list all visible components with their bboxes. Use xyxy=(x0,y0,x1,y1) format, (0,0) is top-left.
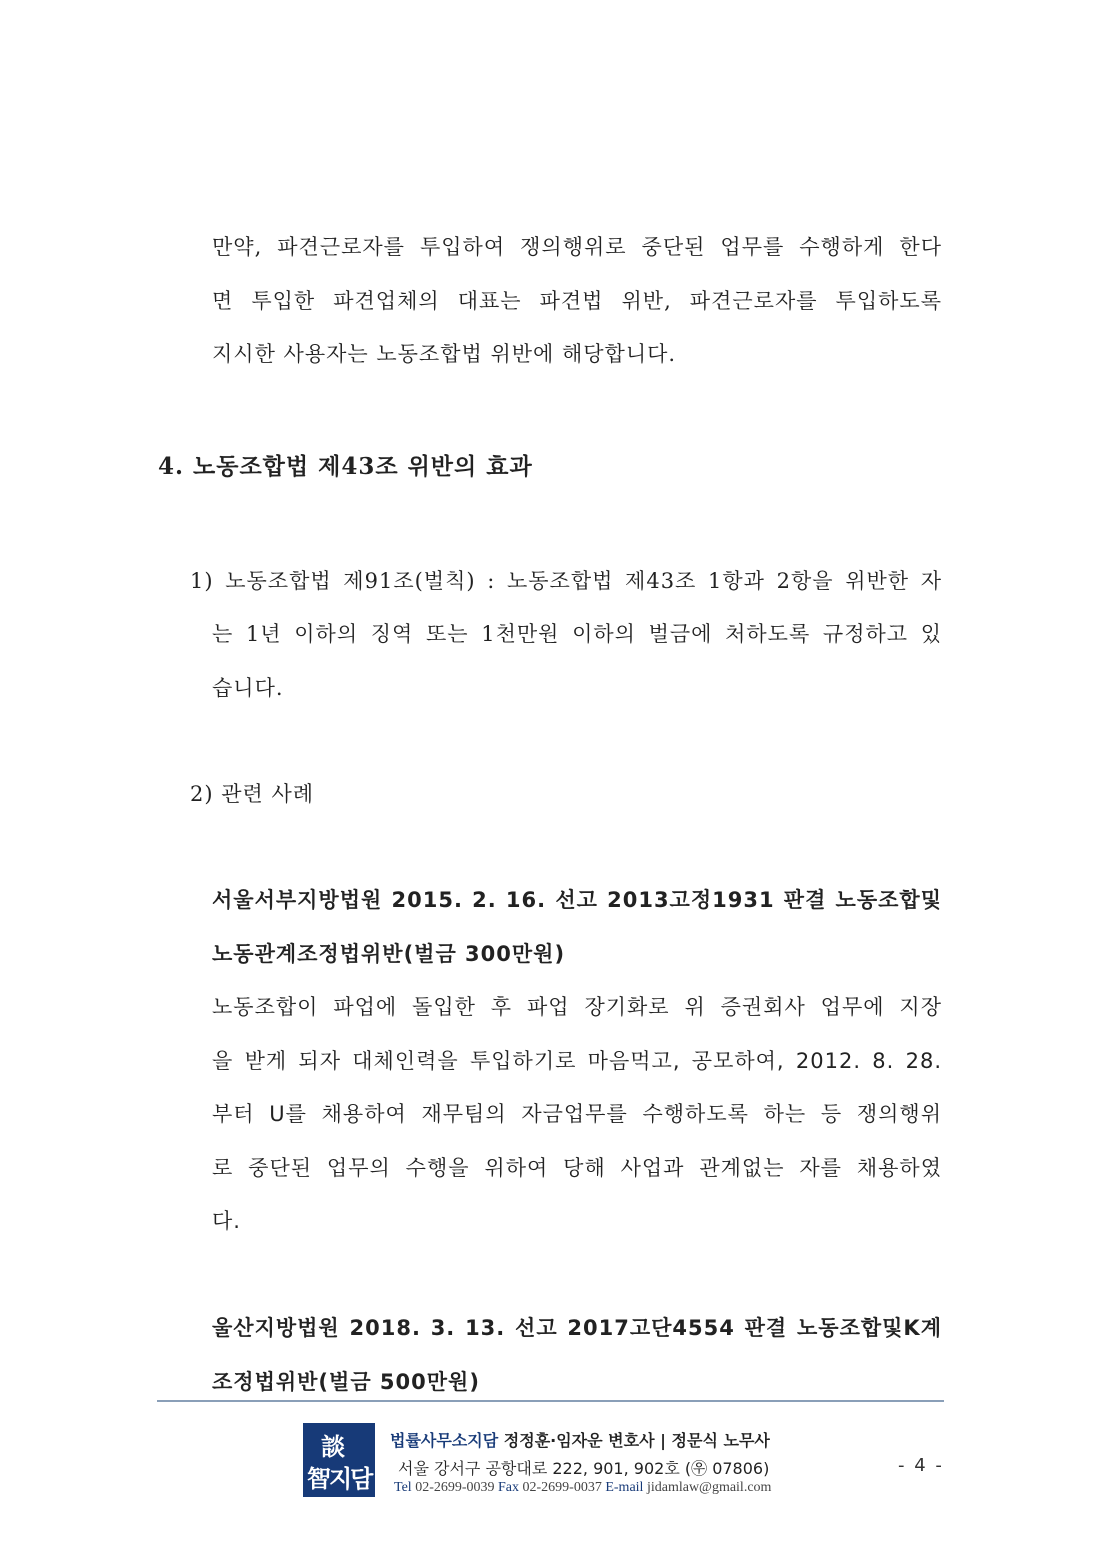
firm-logo xyxy=(303,1423,375,1497)
case1-body-line: 노동조합이 파업에 돌입한 후 파업 장기화로 위 증권회사 업무에 지장 xyxy=(212,995,942,1019)
email-label: E-mail xyxy=(605,1480,644,1495)
fax-number: 02-2699-0037 xyxy=(522,1480,602,1495)
item1-line: 는 1년 이하의 징역 또는 1천만원 이하의 벌금에 처하도록 규정하고 있 xyxy=(212,622,942,646)
case1-body-line: 을 받게 되자 대체인력을 투입하기로 마음먹고, 공모하여, 2012. 8. 28. xyxy=(212,1048,942,1073)
case1-body-line: 다. xyxy=(212,1209,241,1233)
page-number: - 4 - xyxy=(898,1455,944,1476)
firm-name: 법률사무소지담 xyxy=(390,1431,499,1450)
labor-attorney: 정문식 노무사 xyxy=(671,1431,770,1450)
item2-label: 2) 관련 사례 xyxy=(190,782,315,806)
case1-title xyxy=(212,874,942,981)
section-heading: 4. 노동조합법 제43조 위반의 효과 xyxy=(158,453,533,480)
footer-contact xyxy=(394,1480,771,1496)
logo-bottom-glyph: 智지담 xyxy=(307,1464,372,1493)
footer-address: 서울 강서구 공항대로 222, 901, 902호 (㉾ 07806) xyxy=(398,1459,770,1478)
item1-paragraph xyxy=(190,555,942,609)
case1-body xyxy=(212,981,942,1249)
case2-title-line: 울산지방법원 2018. 3. 13. 선고 2017고단4554 판결 노동조합및K계 xyxy=(212,1316,942,1340)
lawyers: 정정훈·임자운 변호사 xyxy=(503,1431,655,1450)
case2-title xyxy=(212,1302,942,1409)
item1-line: 1) 노동조합법 제91조(벌칙) : 노동조합법 제43조 1항과 2항을 위반한 자 xyxy=(190,569,942,593)
intro-paragraph xyxy=(212,221,942,382)
logo-top-glyph: 談 xyxy=(321,1432,345,1461)
intro-line: 지시한 사용자는 노동조합법 위반에 해당합니다. xyxy=(212,342,677,366)
footer-separator: | xyxy=(660,1431,666,1450)
item1-line: 습니다. xyxy=(212,675,284,700)
case1-body-line: 부터 U를 채용하여 재무팀의 자금업무를 수행하도록 하는 등 쟁의행위 xyxy=(212,1102,942,1126)
email-address[interactable]: jidamlaw@gmail.com xyxy=(646,1480,772,1495)
footer-firm-line xyxy=(390,1428,770,1451)
item1-continuation xyxy=(212,608,942,715)
intro-line: 만약, 파견근로자를 투입하여 쟁의행위로 중단된 업무를 수행하게 한다 xyxy=(212,235,942,259)
case1-title-line: 노동관계조정법위반(벌금 300만원) xyxy=(212,941,566,966)
case1-body-line: 로 중단된 업무의 수행을 위하여 당해 사업과 관계없는 자를 채용하였 xyxy=(212,1155,942,1180)
fax-label: Fax xyxy=(498,1480,520,1495)
intro-line: 면 투입한 파견업체의 대표는 파견법 위반, 파견근로자를 투입하도록 xyxy=(212,288,942,313)
case1-title-line: 서울서부지방법원 2015. 2. 16. 선고 2013고정1931 판결 노동조합및 xyxy=(212,888,942,912)
tel-label: Tel xyxy=(394,1480,412,1495)
tel-number: 02-2699-0039 xyxy=(415,1480,495,1495)
footer-divider xyxy=(157,1400,944,1402)
case2-title-line: 조정법위반(벌금 500만원) xyxy=(212,1369,480,1394)
